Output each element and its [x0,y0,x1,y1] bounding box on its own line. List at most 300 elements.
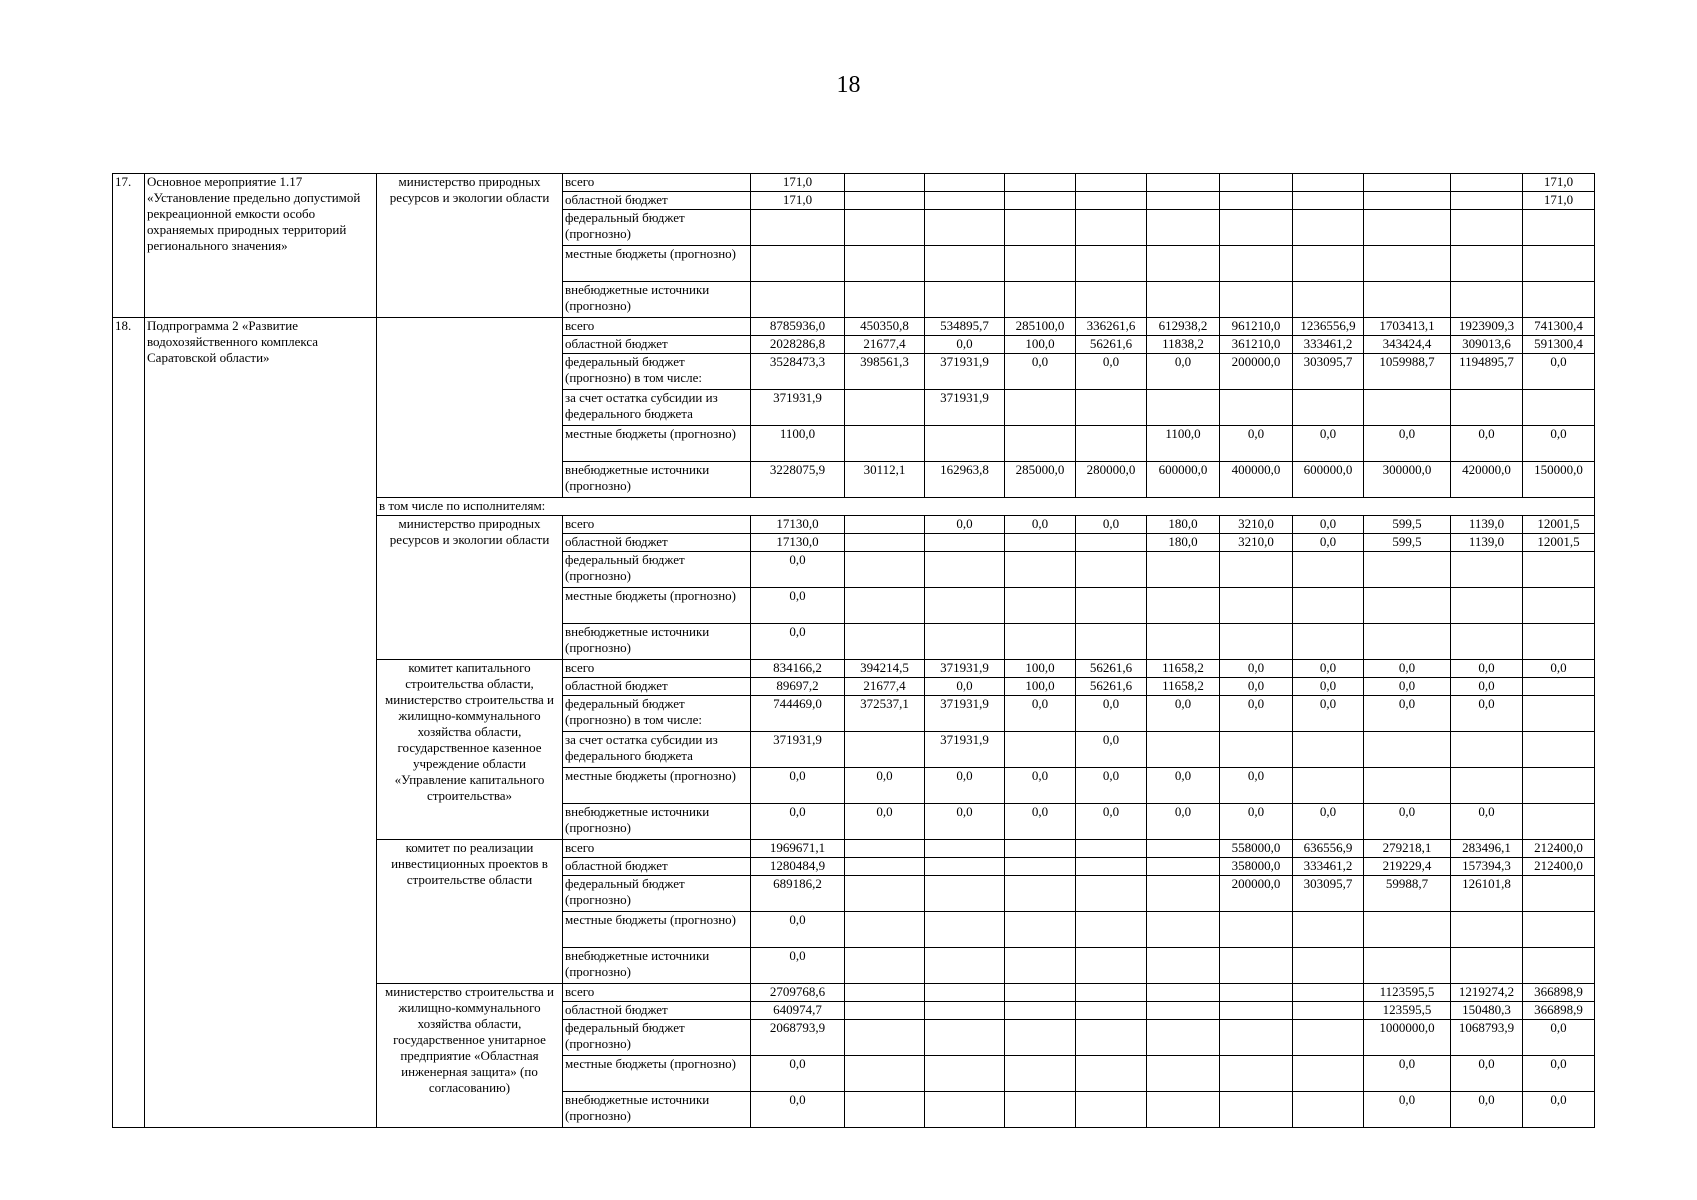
value-cell [1364,624,1451,660]
value-cell [1005,192,1076,210]
value-cell: 0,0 [751,948,845,984]
value-cell [845,912,925,948]
funding-source-label: федеральный бюджет (прогнозно) [563,552,751,588]
value-cell [845,192,925,210]
value-cell: 0,0 [1220,768,1293,804]
value-cell [845,624,925,660]
value-cell [1076,1002,1147,1020]
value-cell [1005,840,1076,858]
value-cell [1220,1002,1293,1020]
funding-source-label: областной бюджет [563,678,751,696]
value-cell: 56261,6 [1076,678,1147,696]
value-cell: 0,0 [1220,678,1293,696]
value-cell: 0,0 [925,336,1005,354]
value-cell: 689186,2 [751,876,845,912]
value-cell [845,1056,925,1092]
value-cell: 0,0 [1220,426,1293,462]
value-cell: 333461,2 [1293,858,1364,876]
value-cell [1076,858,1147,876]
funding-source-label: всего [563,984,751,1002]
value-cell: 89697,2 [751,678,845,696]
value-cell [1005,732,1076,768]
value-cell [1293,282,1364,318]
value-cell: 11658,2 [1147,660,1220,678]
value-cell [925,246,1005,282]
funding-source-label: местные бюджеты (прогнозно) [563,912,751,948]
value-cell [1364,390,1451,426]
value-cell: 0,0 [1147,768,1220,804]
value-cell [1523,390,1595,426]
value-cell [1523,912,1595,948]
value-cell: 0,0 [925,804,1005,840]
funding-source-label: всего [563,516,751,534]
value-cell: 600000,0 [1147,462,1220,498]
value-cell [1147,1020,1220,1056]
value-cell [1364,588,1451,624]
value-cell [1364,246,1451,282]
value-cell [925,912,1005,948]
value-cell: 1703413,1 [1364,318,1451,336]
value-cell: 599,5 [1364,516,1451,534]
value-cell: 1100,0 [1147,426,1220,462]
value-cell [1005,1020,1076,1056]
value-cell [1147,840,1220,858]
value-cell [845,174,925,192]
value-cell: 0,0 [845,804,925,840]
value-cell [1451,768,1523,804]
value-cell [845,210,925,246]
value-cell [1076,282,1147,318]
value-cell: 1100,0 [751,426,845,462]
value-cell [1147,876,1220,912]
value-cell [925,210,1005,246]
value-cell: 366898,9 [1523,984,1595,1002]
value-cell [1076,876,1147,912]
value-cell [1364,192,1451,210]
funding-source-label: за счет остатка субсидии из федерального бюджета [563,390,751,426]
value-cell [1147,552,1220,588]
value-cell: 280000,0 [1076,462,1147,498]
row-number: 18. [113,318,145,1128]
value-cell [1220,282,1293,318]
value-cell: 420000,0 [1451,462,1523,498]
value-cell [1523,552,1595,588]
value-cell: 0,0 [1451,1056,1523,1092]
value-cell [925,948,1005,984]
value-cell: 0,0 [1220,696,1293,732]
value-cell: 59988,7 [1364,876,1451,912]
value-cell: 0,0 [1005,768,1076,804]
value-cell [1076,588,1147,624]
value-cell [1293,210,1364,246]
value-cell: 1123595,5 [1364,984,1451,1002]
value-cell [1451,174,1523,192]
value-cell: 0,0 [1005,354,1076,390]
value-cell [1364,948,1451,984]
value-cell: 0,0 [1451,678,1523,696]
value-cell: 0,0 [751,552,845,588]
value-cell [1293,552,1364,588]
value-cell [1293,948,1364,984]
value-cell [1523,768,1595,804]
value-cell: 150000,0 [1523,462,1595,498]
value-cell [845,858,925,876]
value-cell [1220,912,1293,948]
value-cell [1147,858,1220,876]
value-cell [1364,210,1451,246]
value-cell: 0,0 [751,768,845,804]
funding-source-label: федеральный бюджет (прогнозно) [563,876,751,912]
value-cell: 371931,9 [925,390,1005,426]
value-cell: 0,0 [1523,1092,1595,1128]
value-cell: 371931,9 [925,354,1005,390]
value-cell [1076,192,1147,210]
value-cell: 0,0 [1220,804,1293,840]
value-cell [1220,1092,1293,1128]
value-cell [1005,174,1076,192]
value-cell: 361210,0 [1220,336,1293,354]
value-cell: 126101,8 [1451,876,1523,912]
value-cell [925,192,1005,210]
value-cell [1220,552,1293,588]
value-cell [751,246,845,282]
value-cell: 3528473,3 [751,354,845,390]
value-cell [845,840,925,858]
value-cell [751,282,845,318]
value-cell [1147,282,1220,318]
value-cell [1005,246,1076,282]
value-cell: 534895,7 [925,318,1005,336]
value-cell [1293,1056,1364,1092]
executor-cell: министерство строительства и жилищно-коммунального хозяйства области, государственное унитарное предприятие «Областная инженерная защита» (по согласованию) [377,984,563,1128]
value-cell [925,1056,1005,1092]
value-cell [1293,732,1364,768]
value-cell: 371931,9 [751,732,845,768]
value-cell: 171,0 [1523,174,1595,192]
value-cell [1451,912,1523,948]
value-cell [1523,282,1595,318]
funding-source-label: всего [563,318,751,336]
funding-source-label: федеральный бюджет (прогнозно) [563,210,751,246]
value-cell: 0,0 [1005,516,1076,534]
value-cell [1451,390,1523,426]
funding-source-label: областной бюджет [563,534,751,552]
value-cell [1220,174,1293,192]
value-cell [845,516,925,534]
value-cell: 0,0 [1364,660,1451,678]
value-cell: 0,0 [845,768,925,804]
value-cell [1523,246,1595,282]
value-cell [1076,552,1147,588]
funding-source-label: федеральный бюджет (прогнозно) в том числе: [563,354,751,390]
value-cell [1005,534,1076,552]
value-cell: 283496,1 [1451,840,1523,858]
funding-source-label: областной бюджет [563,192,751,210]
value-cell: 285000,0 [1005,462,1076,498]
value-cell [1147,1056,1220,1092]
value-cell: 12001,5 [1523,516,1595,534]
value-cell: 200000,0 [1220,876,1293,912]
value-cell: 2068793,9 [751,1020,845,1056]
value-cell: 200000,0 [1220,354,1293,390]
value-cell [925,984,1005,1002]
funding-source-label: областной бюджет [563,1002,751,1020]
value-cell: 333461,2 [1293,336,1364,354]
value-cell [1523,678,1595,696]
value-cell: 0,0 [1293,426,1364,462]
funding-source-label: внебюджетные источники (прогнозно) [563,282,751,318]
value-cell: 150480,3 [1451,1002,1523,1020]
value-cell [1005,1002,1076,1020]
value-cell [1220,390,1293,426]
value-cell: 0,0 [1523,660,1595,678]
value-cell: 0,0 [1293,696,1364,732]
value-cell [845,246,925,282]
value-cell: 17130,0 [751,534,845,552]
funding-source-label: за счет остатка субсидии из федерального бюджета [563,732,751,768]
value-cell [1076,174,1147,192]
value-cell [1005,588,1076,624]
value-cell [925,588,1005,624]
value-cell [1005,210,1076,246]
executors-subheader: в том числе по исполнителям: [377,498,1595,516]
value-cell: 212400,0 [1523,840,1595,858]
value-cell: 0,0 [1076,354,1147,390]
value-cell: 180,0 [1147,534,1220,552]
value-cell: 100,0 [1005,336,1076,354]
funding-source-label: федеральный бюджет (прогнозно) в том числе: [563,696,751,732]
value-cell [845,948,925,984]
value-cell: 366898,9 [1523,1002,1595,1020]
value-cell [1293,390,1364,426]
value-cell: 599,5 [1364,534,1451,552]
value-cell: 1000000,0 [1364,1020,1451,1056]
value-cell: 171,0 [751,174,845,192]
value-cell: 180,0 [1147,516,1220,534]
value-cell [1220,984,1293,1002]
value-cell: 961210,0 [1220,318,1293,336]
value-cell [1451,192,1523,210]
value-cell: 157394,3 [1451,858,1523,876]
value-cell [1293,192,1364,210]
value-cell: 0,0 [751,1056,845,1092]
value-cell: 0,0 [1523,354,1595,390]
value-cell [1293,1002,1364,1020]
value-cell: 0,0 [751,588,845,624]
row-number: 17. [113,174,145,318]
value-cell [1220,732,1293,768]
value-cell [1076,912,1147,948]
value-cell: 0,0 [1451,660,1523,678]
value-cell [845,282,925,318]
value-cell: 303095,7 [1293,354,1364,390]
value-cell: 0,0 [1147,804,1220,840]
value-cell [1005,624,1076,660]
value-cell [1147,210,1220,246]
value-cell [1220,246,1293,282]
value-cell [1147,948,1220,984]
value-cell: 0,0 [1220,660,1293,678]
value-cell: 1923909,3 [1451,318,1523,336]
value-cell: 285100,0 [1005,318,1076,336]
value-cell: 0,0 [1076,516,1147,534]
value-cell [845,1020,925,1056]
value-cell [925,1002,1005,1020]
value-cell: 358000,0 [1220,858,1293,876]
value-cell [1220,210,1293,246]
value-cell [1076,534,1147,552]
value-cell [1451,552,1523,588]
value-cell [845,1092,925,1128]
value-cell: 171,0 [751,192,845,210]
value-cell [925,174,1005,192]
value-cell: 100,0 [1005,660,1076,678]
value-cell [1005,948,1076,984]
value-cell [1523,624,1595,660]
value-cell [751,210,845,246]
value-cell [1293,768,1364,804]
measure-title: Подпрограмма 2 «Развитие водохозяйственного комплекса Саратовской области» [145,318,377,1128]
value-cell: 0,0 [1523,1056,1595,1092]
value-cell: 162963,8 [925,462,1005,498]
value-cell: 741300,4 [1523,318,1595,336]
funding-source-label: внебюджетные источники (прогнозно) [563,1092,751,1128]
value-cell: 0,0 [1451,696,1523,732]
value-cell [1147,1092,1220,1128]
funding-source-label: местные бюджеты (прогнозно) [563,768,751,804]
value-cell [1364,768,1451,804]
value-cell [1220,192,1293,210]
value-cell: 1139,0 [1451,516,1523,534]
funding-source-label: местные бюджеты (прогнозно) [563,1056,751,1092]
value-cell [1005,1056,1076,1092]
value-cell [1293,174,1364,192]
executor-cell: министерство природных ресурсов и экологии области [377,174,563,318]
value-cell: 450350,8 [845,318,925,336]
value-cell: 0,0 [925,768,1005,804]
value-cell [1523,804,1595,840]
value-cell: 372537,1 [845,696,925,732]
value-cell: 371931,9 [925,732,1005,768]
value-cell [1451,588,1523,624]
value-cell: 1068793,9 [1451,1020,1523,1056]
value-cell: 1219274,2 [1451,984,1523,1002]
value-cell [1076,1056,1147,1092]
value-cell: 400000,0 [1220,462,1293,498]
value-cell [1005,390,1076,426]
value-cell: 600000,0 [1293,462,1364,498]
funding-source-label: областной бюджет [563,336,751,354]
value-cell: 11838,2 [1147,336,1220,354]
value-cell [1147,588,1220,624]
value-cell: 0,0 [1451,426,1523,462]
value-cell: 11658,2 [1147,678,1220,696]
measure-title: Основное мероприятие 1.17 «Установление предельно допустимой рекреационной емкости особо охраняемых природных территорий регионального значения» [145,174,377,318]
table-row [113,174,1595,192]
value-cell [1147,390,1220,426]
value-cell: 3210,0 [1220,534,1293,552]
value-cell: 0,0 [925,678,1005,696]
page-number: 18 [836,72,861,98]
value-cell [845,732,925,768]
value-cell [925,534,1005,552]
funding-source-label: местные бюджеты (прогнозно) [563,246,751,282]
value-cell: 0,0 [1451,804,1523,840]
value-cell: 0,0 [1523,1020,1595,1056]
value-cell [1451,282,1523,318]
value-cell: 1236556,9 [1293,318,1364,336]
value-cell: 17130,0 [751,516,845,534]
value-cell [1451,624,1523,660]
value-cell [1147,174,1220,192]
value-cell [1523,588,1595,624]
funding-source-label: всего [563,660,751,678]
value-cell [925,1020,1005,1056]
value-cell [1523,948,1595,984]
value-cell [1076,984,1147,1002]
funding-source-label: местные бюджеты (прогнозно) [563,588,751,624]
value-cell: 0,0 [1364,696,1451,732]
funding-source-label: внебюджетные источники (прогнозно) [563,948,751,984]
funding-source-label: областной бюджет [563,858,751,876]
value-cell [1293,912,1364,948]
value-cell [1147,984,1220,1002]
value-cell: 0,0 [1005,804,1076,840]
value-cell: 0,0 [751,912,845,948]
value-cell: 1969671,1 [751,840,845,858]
value-cell [1293,624,1364,660]
value-cell: 21677,4 [845,336,925,354]
value-cell [925,1092,1005,1128]
value-cell: 394214,5 [845,660,925,678]
value-cell [925,876,1005,912]
value-cell [1147,732,1220,768]
value-cell: 0,0 [1147,696,1220,732]
value-cell [1076,624,1147,660]
value-cell: 0,0 [1364,678,1451,696]
value-cell [925,840,1005,858]
value-cell: 0,0 [751,804,845,840]
value-cell [1005,552,1076,588]
funding-source-label: всего [563,840,751,858]
value-cell [845,588,925,624]
value-cell: 2709768,6 [751,984,845,1002]
value-cell [845,426,925,462]
value-cell [1451,246,1523,282]
value-cell: 0,0 [751,624,845,660]
value-cell: 303095,7 [1293,876,1364,912]
value-cell: 100,0 [1005,678,1076,696]
value-cell: 336261,6 [1076,318,1147,336]
value-cell [1364,282,1451,318]
value-cell [1147,624,1220,660]
value-cell: 0,0 [1076,804,1147,840]
value-cell: 12001,5 [1523,534,1595,552]
value-cell [1220,588,1293,624]
value-cell [845,534,925,552]
value-cell: 398561,3 [845,354,925,390]
value-cell [845,1002,925,1020]
executor-cell: комитет капитального строительства области, министерство строительства и жилищно-коммунального хозяйства области, государственное казенное учреждение области «Управление капитального строительства» [377,660,563,840]
value-cell [925,552,1005,588]
value-cell: 0,0 [1293,660,1364,678]
value-cell: 21677,4 [845,678,925,696]
value-cell [1076,840,1147,858]
value-cell [1523,876,1595,912]
value-cell: 591300,4 [1523,336,1595,354]
value-cell: 636556,9 [1293,840,1364,858]
value-cell [1220,624,1293,660]
